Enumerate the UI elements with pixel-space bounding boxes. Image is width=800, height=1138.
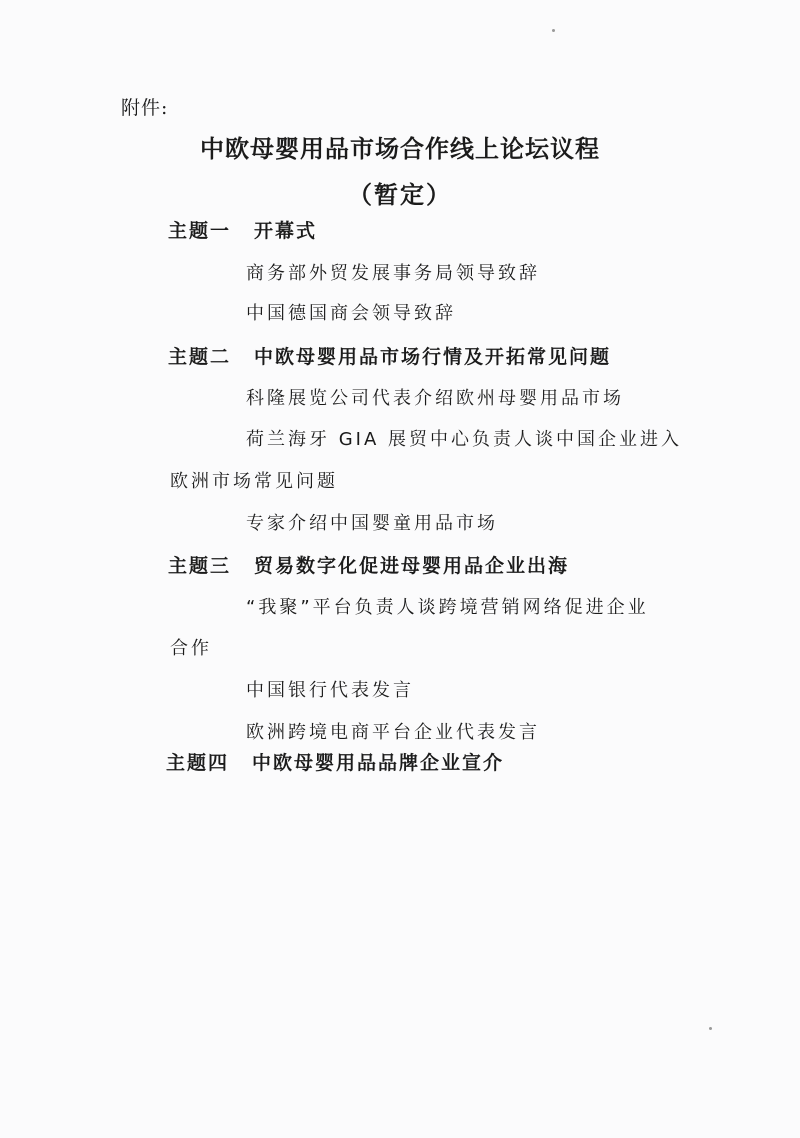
agenda-item: 欧洲跨境电商平台企业代表发言: [246, 722, 540, 743]
topic-number: 主题二: [168, 346, 232, 368]
topic-3-heading: [168, 551, 569, 578]
document-title: 中欧母婴用品市场合作线上论坛议程: [200, 134, 600, 163]
agenda-item-continuation: 欧洲市场常见问题: [170, 471, 338, 492]
attachment-label: 附件:: [121, 97, 169, 119]
scan-speck: [552, 29, 555, 32]
topic-title: 贸易数字化促进母婴用品企业出海: [254, 555, 570, 577]
topic-number: 主题四: [166, 752, 230, 774]
topic-title: 中欧母婴用品市场行情及开拓常见问题: [254, 346, 612, 368]
topic-number: 主题三: [168, 555, 232, 577]
document-subtitle: （暂定）: [348, 180, 452, 209]
agenda-item: 荷兰海牙 GIA 展贸中心负责人谈中国企业进入: [246, 429, 683, 450]
agenda-item: 科隆展览公司代表介绍欧州母婴用品市场: [246, 388, 624, 409]
topic-number: 主题一: [168, 220, 232, 242]
topic-title: 开幕式: [254, 220, 318, 242]
agenda-item-continuation: 合作: [170, 638, 212, 659]
topic-2-heading: [168, 342, 611, 369]
topic-title: 中欧母婴用品品牌企业宣介: [252, 752, 505, 774]
topic-1-heading: [168, 216, 317, 243]
agenda-item: 专家介绍中国婴童用品市场: [246, 513, 498, 534]
agenda-item: 中国德国商会领导致辞: [246, 303, 456, 324]
agenda-item: “我聚”平台负责人谈跨境营销网络促进企业: [246, 597, 649, 618]
agenda-item: 中国银行代表发言: [246, 680, 414, 701]
topic-4-heading: [166, 748, 504, 775]
agenda-item: 商务部外贸发展事务局领导致辞: [246, 263, 540, 284]
scan-speck: [709, 1027, 712, 1030]
